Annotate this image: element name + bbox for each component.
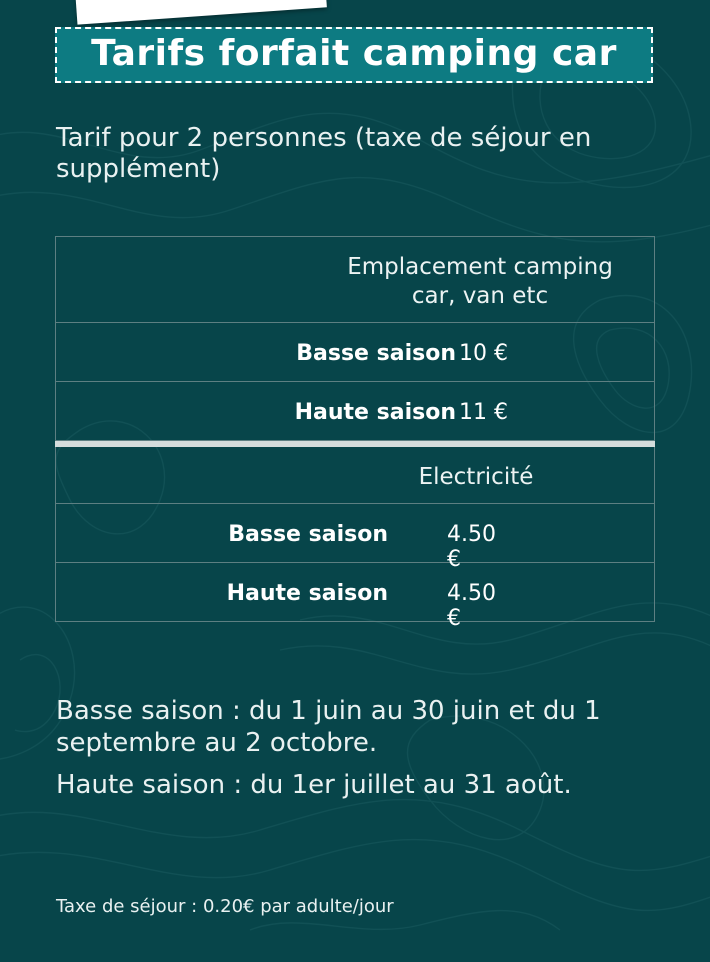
table-header-row [55,447,655,504]
page-title: Tarifs forfait camping car [91,32,617,74]
table-row [55,504,655,572]
table-row [55,323,655,382]
row-label: Basse saison [296,341,456,366]
row-value: 11 € [459,400,508,425]
low-season-text: Basse saison : du 1 juin au 30 juin et du 1 septembre au 2 octobre. [56,696,601,758]
tax-note: Taxe de séjour : 0.20€ par adulte/jour [56,896,394,917]
table-row [55,382,655,441]
title-banner [55,27,653,83]
table-header-row [55,236,655,323]
row-value: 4.50 € [447,522,496,572]
season-dates [56,695,656,811]
row-label: Haute saison [294,400,456,425]
intro-text: Tarif pour 2 personnes (taxe de séjour en supplément) [56,123,592,184]
price-table [55,236,655,631]
row-label: Haute saison [226,581,388,606]
paper-tab-decoration [75,0,327,25]
table-row [55,563,655,631]
row-label: Basse saison [228,522,388,547]
table-header-electricite: Electricité [418,464,534,490]
row-value: 10 € [459,341,508,366]
high-season-text: Haute saison : du 1er juillet au 31 août. [56,770,572,800]
row-value: 4.50 € [447,581,496,631]
table-header-emplacement: Emplacement camping car, van etc [347,254,613,309]
